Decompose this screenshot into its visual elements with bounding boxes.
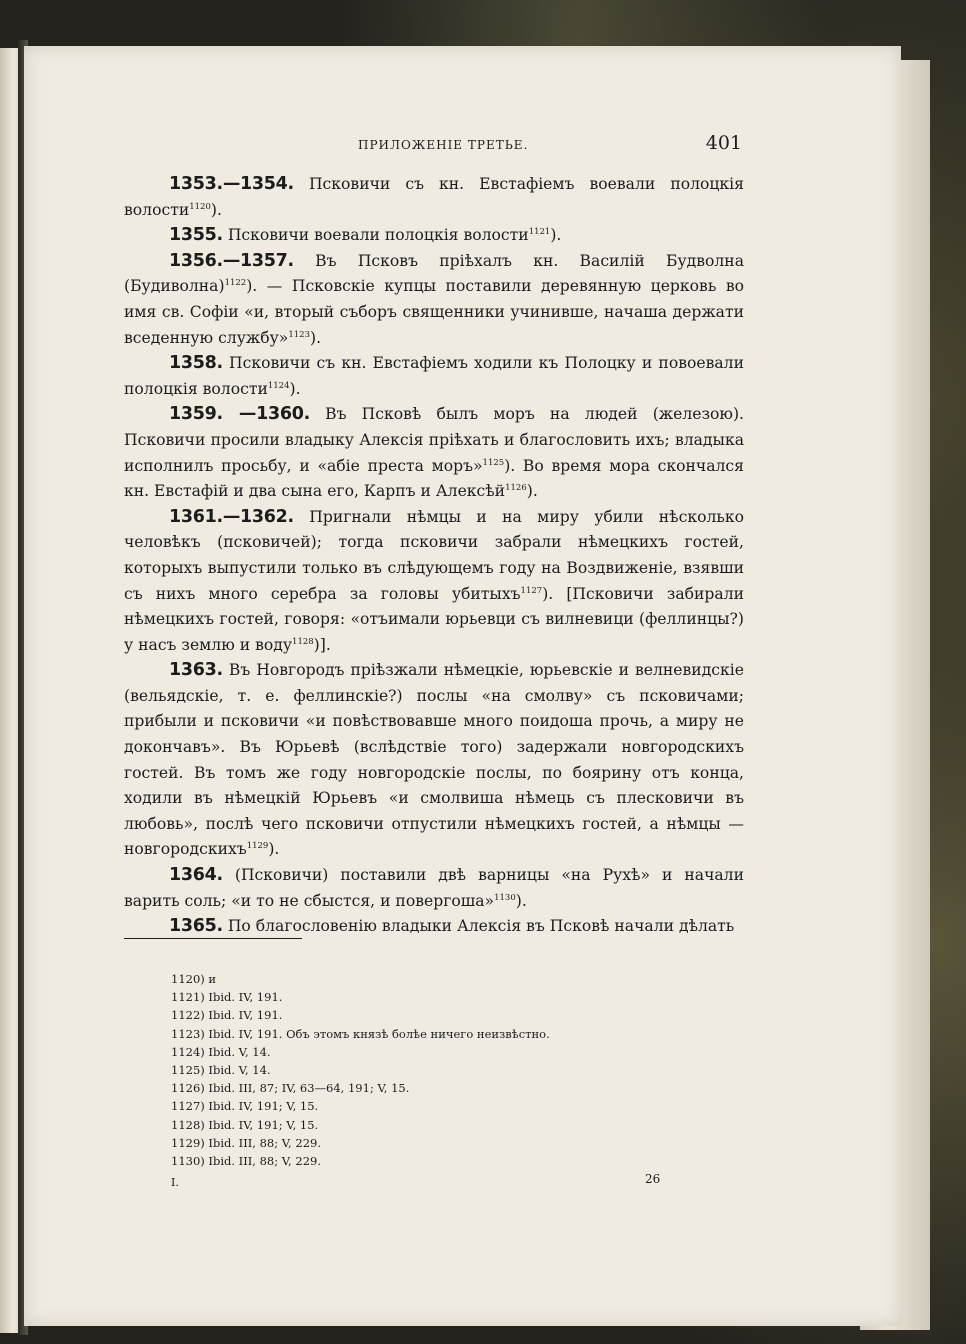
text-segment: ). — Псковскіе купцы поставили деревянную церковь во имя св. Софіи «и, вторый съборъ священники учинивше, начаша держати вседенную службу» <box>124 277 744 347</box>
footnote-ref: 1121 <box>528 227 551 238</box>
footnote: 1128) Ibid. IV, 191; V, 15. <box>171 1117 319 1132</box>
year-heading: 1358. <box>169 353 223 374</box>
footnote: 1123) Ibid. IV, 191. Объ этомъ князѣ болѣе ничего неизвѣстно. <box>171 1026 550 1041</box>
footnotes <box>171 970 731 1170</box>
text-segment: Пригнали нѣмцы и на миру убили нѣсколько человѣкъ (псковичей); тогда псковичи забрали нѣмецкихъ гостей, которыхъ выпустили только въ слѣдующемъ году на Воздвиженіе, взявши съ нихъ много серебра за головы убитыхъ <box>124 507 744 603</box>
footnote-ref: 1122 <box>224 278 247 289</box>
paragraph <box>124 658 744 863</box>
footnote: 1129) Ibid. III, 88; V, 229. <box>171 1135 321 1150</box>
sheet-number: 26 <box>645 1172 661 1186</box>
text-segment: Псковичи съ кн. Евстафіемъ ходили къ Полоцку и повоевали полоцкія волости <box>124 354 744 398</box>
text-segment: (Псковичи) поставили двѣ варницы «на Рухѣ» и начали варить соль; «и то не сбыстся, и повергоша» <box>124 866 744 910</box>
signature-mark: I. <box>171 1176 179 1189</box>
text-segment: ). Во время мора скончался кн. Евстафій и два сына его, Карпъ и Алексѣй <box>124 456 745 501</box>
footnote-ref: 1124 <box>267 380 290 391</box>
text-segment: Въ Псковѣ былъ моръ на людей (железою). Псковичи просили владыку Алексія пріѣхать и благословить ихъ; владыка исполнилъ просьбу, и «абіе преста моръ» <box>124 405 744 475</box>
paragraph <box>124 351 744 402</box>
text-segment: Псковичи съ кн. Евстафіемъ воевали полоцкія волости <box>124 175 744 219</box>
year-heading: 1364. <box>169 865 223 886</box>
page-header <box>336 132 746 160</box>
footnote-ref: 1128 <box>292 636 314 647</box>
text-segment: Псковичи воевали полоцкія волости <box>222 226 529 245</box>
footnote: 1127) Ibid. IV, 191; V, 15. <box>171 1099 319 1114</box>
footnote: 1125) Ibid. V, 14. <box>171 1063 271 1078</box>
footnote: 1130) Ibid. III, 88; V, 229. <box>171 1154 321 1169</box>
year-heading: 1356.—1357. <box>169 250 294 271</box>
year-heading: 1353.—1354. <box>169 174 294 194</box>
footnote: 1122) Ibid. IV, 191. <box>171 1008 283 1023</box>
paragraph <box>124 223 744 249</box>
footnote-rule <box>124 938 302 939</box>
year-heading: 1363. <box>169 660 223 681</box>
year-heading: 1361.—1362. <box>169 506 294 527</box>
year-heading: 1365. <box>169 916 223 937</box>
paragraph <box>124 249 744 351</box>
text-segment: ). <box>550 226 562 245</box>
text-segment: ). <box>210 200 222 219</box>
footnote-ref: 1120 <box>189 201 211 212</box>
text-segment: Въ Псковъ пріѣхалъ кн. Василій Будволна (Будиволна) <box>124 251 744 296</box>
footnote-ref: 1125 <box>482 457 505 468</box>
text-segment: Въ Новгородъ пріѣзжали нѣмецкіе, юрьевскіе и велневидскіе (вельядскіе, т. е. феллинскіе?) послы «на смолву» съ псковичами; прибыли и псковичи «и повѣствовавше много поидоша прочь, а миру не докончавъ». Въ Юрьевѣ (вслѣдствіе того) задержали новгородскихъ гостей. Въ томъ же году новгородскіе послы, по боярину отъ конца, ходили въ нѣмецкій Юрьевъ «и смолвиша нѣмець съ плесковичи въ любовь», послѣ чего псковичи отпустили нѣмецкихъ гостей, а нѣмцы — новгородскихъ <box>124 661 744 859</box>
footnote: 1124) Ibid. V, 14. <box>171 1044 271 1059</box>
footnote-ref: 1126 <box>505 483 527 494</box>
paragraph <box>124 402 744 504</box>
footnote-ref: 1130 <box>494 892 516 903</box>
footnote: 1121) Ibid. IV, 191. <box>171 990 283 1005</box>
text-segment: ). <box>289 379 301 398</box>
text-segment: ). <box>309 328 322 347</box>
text-segment: )]. <box>313 635 331 654</box>
footnote: 1126) Ibid. III, 87; IV, 63—64, 191; V, 15. <box>171 1081 410 1096</box>
main-text <box>124 172 744 940</box>
paragraph <box>124 172 744 223</box>
page-number: 401 <box>705 132 742 154</box>
text-segment: ). <box>268 840 280 859</box>
text-segment: ). <box>515 891 527 910</box>
paragraph <box>124 505 744 659</box>
paragraph <box>124 914 744 940</box>
year-heading: 1359. —1360. <box>169 404 310 425</box>
paragraph <box>124 863 744 914</box>
text-segment: ). [Псковичи забирали нѣмецкихъ гостей, говоря: «отъимали юрьевци съ вилневици (феллинцы?) у насъ землю и воду <box>124 584 744 654</box>
footnote-ref: 1123 <box>288 329 310 340</box>
running-head: ПРИЛОЖЕНІЕ ТРЕТЬЕ. <box>358 138 529 152</box>
text-segment: ). <box>526 482 538 501</box>
footnote-ref: 1129 <box>246 841 269 852</box>
year-heading: 1355. <box>169 225 223 246</box>
footnote: 1120) и <box>171 972 217 986</box>
text-segment: По благословенію владыки Алексія въ Псковѣ начали дѣлать <box>222 917 735 936</box>
footnote-ref: 1127 <box>520 585 543 596</box>
